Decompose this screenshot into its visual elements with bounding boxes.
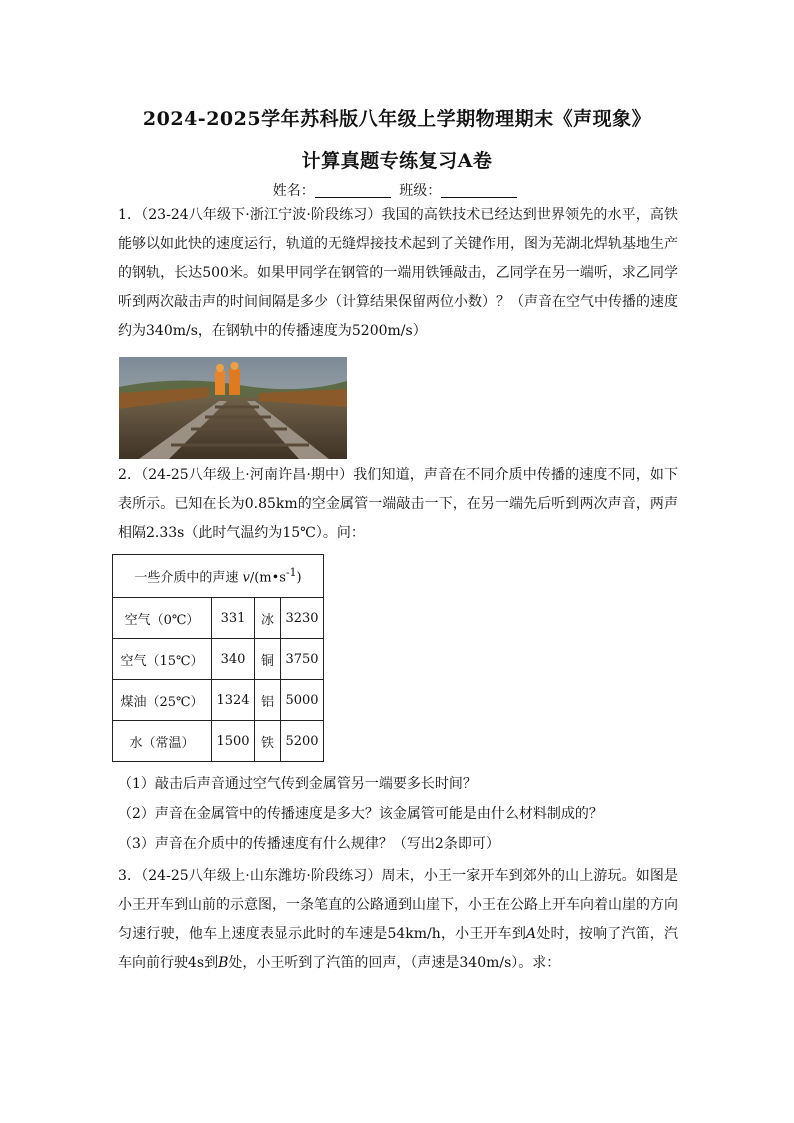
- speed-cell: 5000: [281, 680, 324, 721]
- speed-cell: 1324: [212, 680, 255, 721]
- name-blank[interactable]: [315, 183, 391, 198]
- name-class-row: [0, 180, 794, 200]
- speed-cell: 5200: [281, 721, 324, 762]
- speed-cell: 3230: [281, 598, 324, 639]
- speed-cell: 1500: [212, 721, 255, 762]
- question-2-sub-1: （1）敲击后声音通过空气传到金属管另一端要多长时间？: [118, 776, 477, 792]
- document-title-line2: 计算真题专练复习A卷: [301, 150, 493, 172]
- medium-cell: 煤油（25℃）: [113, 680, 212, 721]
- speed-cell: 340: [212, 639, 255, 680]
- table-header-var: v: [242, 570, 250, 586]
- question-3-text-2: 处时，按响了汽笛，汽车向前行驶4s到: [118, 926, 678, 971]
- medium-cell: 空气（15℃）: [113, 639, 212, 680]
- rail-photo-illustration: [119, 357, 347, 459]
- table-header-exp: -1: [285, 566, 297, 580]
- document-title-line1: 2024-2025学年苏科版八年级上学期物理期末《声现象》: [142, 108, 652, 130]
- table-row: [113, 598, 324, 639]
- point-a-label: A: [526, 926, 537, 942]
- table-header-close: ): [296, 570, 302, 586]
- medium-cell: 铜: [255, 639, 281, 680]
- question-3: [118, 862, 678, 978]
- class-label: 班级：: [399, 183, 442, 199]
- table-header-row: [113, 555, 324, 598]
- question-2-sub-2: （2）声音在金属管中的传播速度是多大？该金属管可能是由什么材料制成的？: [118, 806, 603, 822]
- speed-cell: 331: [212, 598, 255, 639]
- medium-cell: 冰: [255, 598, 281, 639]
- table-row: [113, 680, 324, 721]
- table-header-cell: [113, 555, 324, 598]
- table-row: [113, 639, 324, 680]
- table-header-prefix: 一些介质中的声速: [134, 570, 243, 586]
- table-header-unit: /(m•s: [249, 570, 286, 586]
- medium-cell: 铁: [255, 721, 281, 762]
- rail-workers-photo: [119, 357, 347, 459]
- speed-cell: 3750: [281, 639, 324, 680]
- question-2-sub-3: （3）声音在介质中的传播速度有什么规律？（写出2条即可）: [118, 836, 500, 852]
- sound-speed-table: [112, 554, 324, 762]
- question-1: 1．（23-24八年级下·浙江宁波·阶段练习）我国的高铁技术已经达到世界领先的水平，高铁能够以如此快的速度运行，轨道的无缝焊接技术起到了关键作用，图为芜湖北焊轨基地生产的钢轨，长达500米。如果甲同学在钢管的一端用铁锤敲击，乙同学在另一端听，求乙同学听到两次敲击声的时间间隔是多少（计算结果保留两位小数）？（声音在空气中传播的速度约为340m/s，在钢轨中的传播速度为5200m/s）: [118, 207, 678, 339]
- question-3-text-3: 处，小王听到了汽笛的回声，（声速是340m/s）。求：: [228, 955, 561, 971]
- table-row: [113, 721, 324, 762]
- medium-cell: 水（常温）: [113, 721, 212, 762]
- point-b-label: B: [218, 955, 229, 971]
- question-3-text-1: 3．（24-25八年级上·山东潍坊·阶段练习）周末，小王一家开车到郊外的山上游玩。如图是小王开车到山前的示意图，一条笔直的公路通到山崖下，小王在公路上开车向着山崖的方向匀速行驶，他车上速度表显示此时的车速是54km/h，小王开车到: [118, 868, 678, 942]
- medium-cell: 空气（0℃）: [113, 598, 212, 639]
- name-label: 姓名：: [272, 183, 315, 199]
- class-blank[interactable]: [441, 183, 517, 198]
- question-2: 2．（24-25八年级上·河南许昌·期中）我们知道，声音在不同介质中传播的速度不同，如下表所示。已知在长为0.85km的空金属管一端敲击一下，在另一端先后听到两次声音，两声相隔2.33s（此时气温约为15℃）。问：: [118, 467, 678, 541]
- medium-cell: 铝: [255, 680, 281, 721]
